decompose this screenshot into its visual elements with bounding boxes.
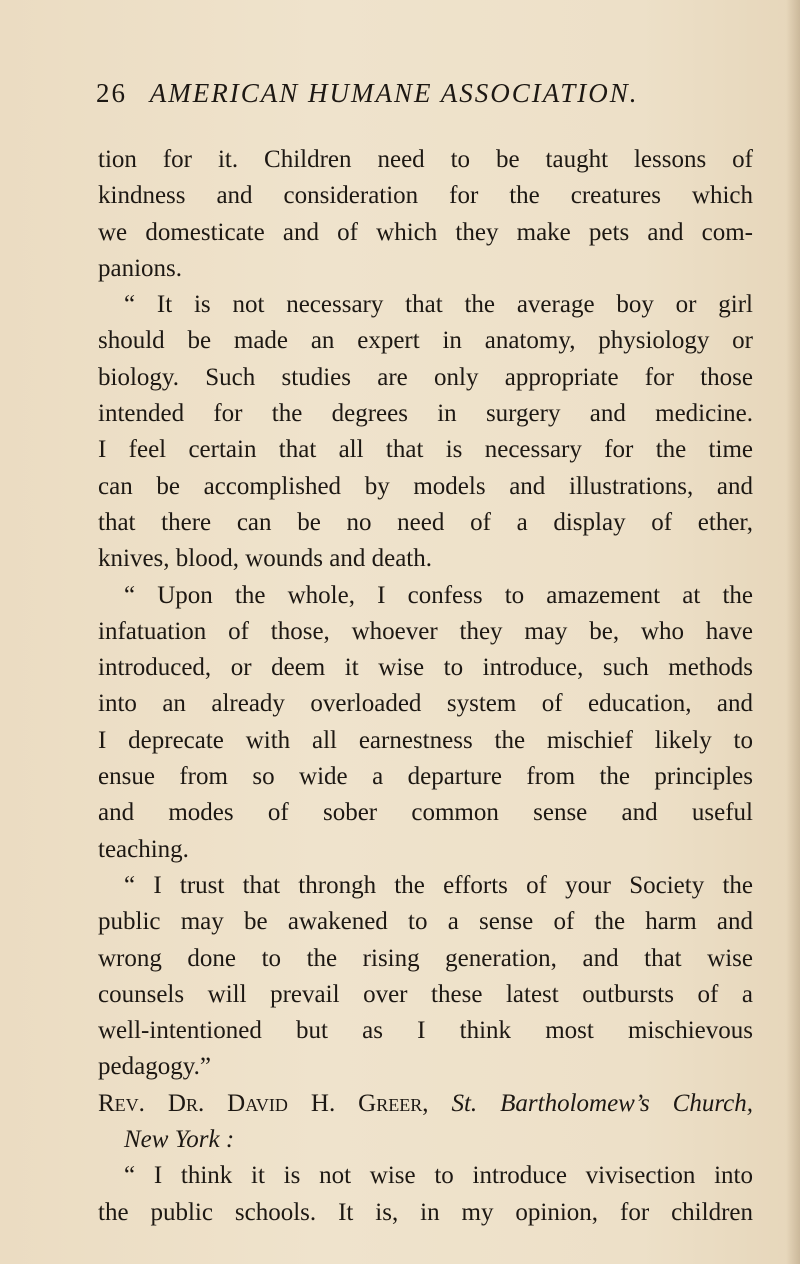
text-line: pedagogy.” [98,1053,211,1081]
text-line: I deprecate with all earnestness the mischief likely to [98,726,753,754]
text-line: tion for it. Children need to be taught lessons of [98,146,753,173]
text-line: panions. [98,254,183,282]
page-header [96,78,716,118]
text-line: we domesticate and of which they make pets and com- [98,218,753,246]
attribution-line [98,1086,753,1122]
text-line: teaching. [98,835,189,863]
text-line: infatuation of those, whoever they may be, who have [98,617,753,645]
text-line: I feel certain that all that is necessary for the time [98,436,753,464]
text-line: and modes of sober common sense and useful [98,799,753,827]
text-line: kindness and consideration for the creatures which [98,182,753,210]
text-line: “ I trust that throngh the efforts of your Society the [124,871,753,899]
page-number: 26 [96,78,127,108]
text-line: wrong done to the rising generation, and that wise [98,944,753,972]
body-text [98,142,753,1231]
text-line: knives, blood, wounds and death. [98,545,432,573]
text-line: “ Upon the whole, I confess to amazement at the [124,581,753,609]
attribution-place: New York : [124,1126,235,1154]
attribution-church: St. Bartholomew’s Church, [451,1089,753,1117]
text-line: that there can be no need of a display of ether, [98,508,753,536]
text-line: introduced, or deem it wise to introduce, such methods [98,654,753,682]
text-line: the public schools. It is, in my opinion, for children [98,1198,753,1226]
text-line: “ I think it is not wise to introduce vivisection into [124,1162,753,1190]
text-line: public may be awakened to a sense of the harm and [98,908,753,936]
text-line: should be made an expert in anatomy, physiology or [98,327,753,355]
attribution-name: Rev. Dr. David H. Greer, [98,1089,429,1117]
text-line: ensue from so wide a departure from the principles [98,763,753,791]
text-line: counsels will prevail over these latest outbursts of a [98,980,753,1008]
text-line: biology. Such studies are only appropriate for those [98,363,753,391]
text-line: well-intentioned but as I think most mischievous [98,1017,753,1045]
page-edge-shadow [786,0,800,1264]
text-line: intended for the degrees in surgery and medicine. [98,400,753,428]
text-line: into an already overloaded system of education, and [98,690,753,718]
text-line: can be accomplished by models and illustrations, and [98,472,753,500]
running-title: AMERICAN HUMANE ASSOCIATION. [149,78,639,108]
text-line: “ It is not necessary that the average boy or girl [124,291,753,319]
